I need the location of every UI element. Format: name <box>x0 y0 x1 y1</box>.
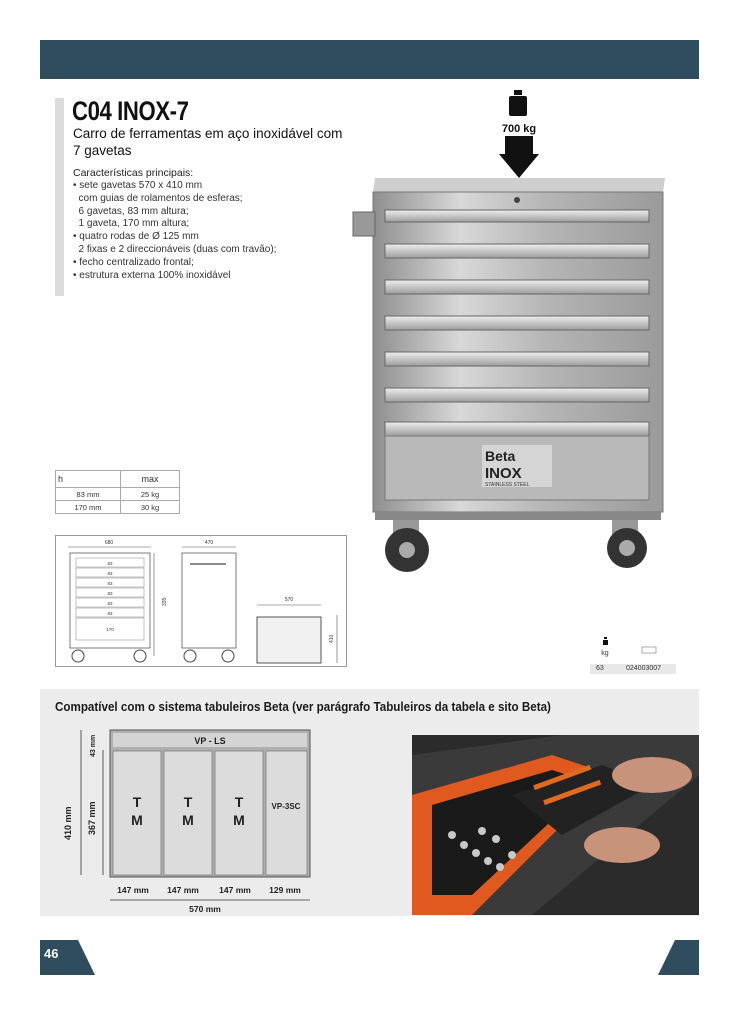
svg-text:M: M <box>131 812 143 828</box>
max-load-header: max <box>121 471 180 488</box>
header-band <box>40 40 699 79</box>
svg-text:T: T <box>183 794 193 810</box>
tray-label: VP - LS <box>194 736 226 746</box>
tray-layout-diagram <box>55 725 317 915</box>
width-4: 129 mm <box>269 885 301 895</box>
tray-photo <box>412 735 699 915</box>
svg-text:83: 83 <box>107 611 113 616</box>
feature-item: com guias de rolamentos de esferas; <box>73 192 243 204</box>
features-list <box>73 180 333 282</box>
title-accent-bar <box>55 98 64 296</box>
dim-total-height: 410 mm <box>63 806 73 840</box>
table-cell: 30 kg <box>121 501 180 514</box>
compatibility-title: Compatível com o sistema tabuleiros Beta (ver parágrafo Tabuleiros da tabela e sito Beta) <box>55 700 551 714</box>
dim-drawer-width: 570 <box>284 597 294 603</box>
height-header: h <box>56 471 121 488</box>
corner-tab <box>658 940 699 975</box>
svg-text:M: M <box>233 812 245 828</box>
feature-item: 1 gaveta, 170 mm altura; <box>73 218 190 230</box>
dim-top: 43 mm <box>90 734 97 757</box>
dim-inner-height: 367 mm <box>87 801 97 835</box>
table-cell: 25 kg <box>121 488 180 501</box>
table-cell: 170 mm <box>56 501 121 514</box>
dim-drawer-depth: 410 <box>329 634 335 643</box>
table-cell: 83 mm <box>56 488 121 501</box>
features-heading: Características principais: <box>73 167 194 179</box>
order-code-bar <box>590 664 676 674</box>
svg-text:83: 83 <box>107 591 113 596</box>
svg-text:Beta: Beta <box>485 448 516 464</box>
svg-text:T: T <box>132 794 142 810</box>
width-1: 147 mm <box>117 885 149 895</box>
dim-depth: 470 <box>204 540 214 546</box>
feature-item: • sete gavetas 570 x 410 mm <box>73 180 203 191</box>
caster-wheels <box>385 520 647 572</box>
svg-text:T: T <box>234 794 244 810</box>
total-width: 570 mm <box>189 904 221 914</box>
svg-text:170: 170 <box>106 627 114 632</box>
svg-text:83: 83 <box>107 601 113 606</box>
product-subtitle: Carro de ferramentas em aço inoxidável com 7 gavetas <box>73 126 343 158</box>
svg-text:83: 83 <box>107 571 113 576</box>
svg-text:83: 83 <box>107 561 113 566</box>
dim-height: 335 <box>162 597 168 606</box>
feature-item: 2 fixas e 2 direccionáveis (duas com travão); <box>73 243 277 255</box>
load-weight-icon <box>497 88 541 180</box>
svg-text:83: 83 <box>107 581 113 586</box>
beta-logo <box>482 445 552 488</box>
tray-label-right: VP-3SC <box>271 802 301 811</box>
svg-text:STAINLESS STEEL: STAINLESS STEEL <box>485 482 530 488</box>
dim-width: 680 <box>104 540 114 546</box>
weight-unit: kg <box>601 650 609 657</box>
cabinet-image <box>345 170 685 590</box>
product-weight: 63 <box>596 665 604 672</box>
width-3: 147 mm <box>219 885 251 895</box>
order-code: 024003007 <box>626 665 662 672</box>
drawer-load-table <box>55 470 180 514</box>
feature-item: • fecho centralizado frontal; <box>73 256 194 268</box>
load-label: 700 kg <box>501 123 537 135</box>
feature-item: • estrutura externa 100% inoxidável <box>73 269 231 281</box>
feature-item: • quatro rodas de Ø 125 mm <box>73 231 199 243</box>
page-number: 46 <box>44 946 59 961</box>
product-title: C04 INOX-7 <box>72 96 189 126</box>
width-2: 147 mm <box>167 885 199 895</box>
svg-text:INOX: INOX <box>485 465 522 482</box>
drawer-dimension-drawing <box>255 595 345 665</box>
svg-text:M: M <box>182 812 194 828</box>
feature-item: 6 gavetas, 83 mm altura; <box>73 205 189 217</box>
